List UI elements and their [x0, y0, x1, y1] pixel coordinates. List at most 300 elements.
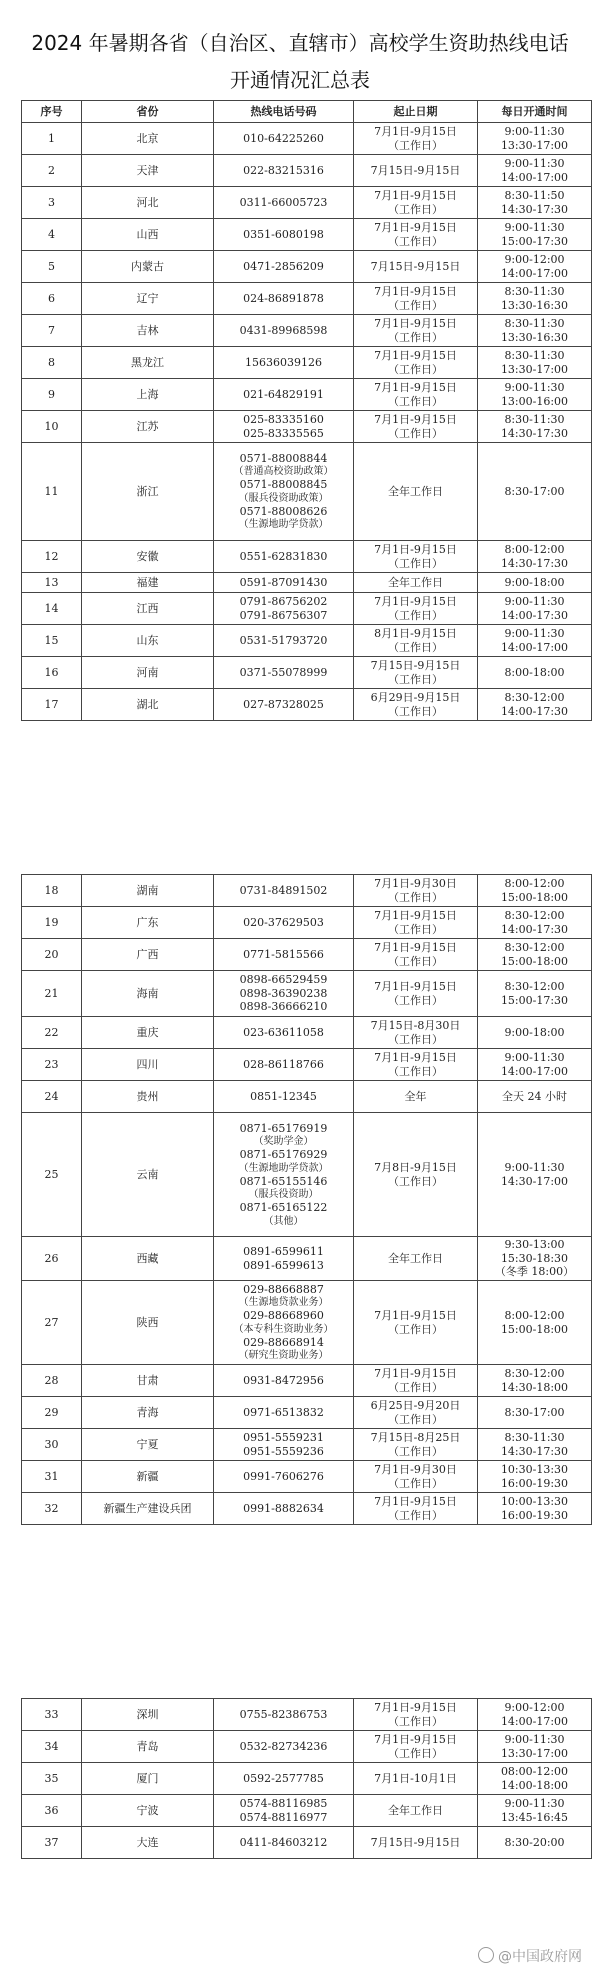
weibo-logo-icon: [478, 1947, 494, 1963]
cell-line: 0898-36390238: [239, 986, 328, 1000]
cell-line: 13:30-17:00: [500, 138, 569, 152]
cell-no: 23: [22, 1049, 82, 1081]
cell-daily-hours: [478, 625, 592, 657]
cell-no: 8: [22, 347, 82, 379]
cell-province: 青海: [82, 1397, 214, 1429]
cell-line: 14:30-18:00: [500, 1380, 569, 1394]
table-row: [22, 1365, 592, 1397]
page-title-line-1: 2024 年暑期各省（自治区、直辖市）高校学生资助热线电话: [31, 31, 569, 55]
cell-no: 20: [22, 939, 82, 971]
cell-line: 0951-5559236: [243, 1444, 324, 1458]
cell-line: 0871-65155146: [239, 1174, 328, 1188]
cell-dates: [354, 1461, 478, 1493]
cell-no: 26: [22, 1237, 82, 1281]
cell-line: 0311-66005723: [239, 195, 328, 209]
cell-daily-hours: [478, 541, 592, 573]
cell-province: 天津: [82, 155, 214, 187]
cell-daily-hours: [478, 939, 592, 971]
cell-phone: [214, 315, 354, 347]
cell-province: 大连: [82, 1827, 214, 1859]
cell-dates: [354, 1017, 478, 1049]
cell-line: 0755-82386753: [239, 1707, 328, 1721]
cell-line: 027-87328025: [243, 697, 324, 711]
cell-line: 14:00-18:00: [500, 1778, 569, 1792]
table-row: [22, 123, 592, 155]
cell-phone: [214, 1731, 354, 1763]
cell-line: 0571-88008845: [239, 478, 328, 492]
table-row: [22, 1429, 592, 1461]
table-header-row: [22, 101, 592, 123]
cell-province: 山东: [82, 625, 214, 657]
cell-line: 8:30-11:30: [504, 349, 565, 362]
cell-note: （服兵役资助）: [248, 1189, 319, 1200]
cell-daily-hours: [478, 219, 592, 251]
cell-line: （工作日）: [388, 330, 443, 344]
cell-phone: [214, 625, 354, 657]
cell-line: （工作日）: [388, 1174, 443, 1188]
table-row: [22, 1281, 592, 1365]
cell-province: 吉林: [82, 315, 214, 347]
cell-line: 9:00-11:30: [504, 1733, 565, 1746]
cell-province: 深圳: [82, 1699, 214, 1731]
table-row: [22, 971, 592, 1017]
cell-line: 0471-2856209: [243, 259, 324, 273]
cell-daily-hours: [478, 187, 592, 219]
cell-line: 7月1日-9月15日: [374, 285, 457, 298]
table-row: [22, 1763, 592, 1795]
cell-province: 宁波: [82, 1795, 214, 1827]
cell-line: 0371-55078999: [239, 665, 328, 679]
cell-line: 0574-88116977: [239, 1810, 328, 1824]
table-row: [22, 625, 592, 657]
cell-dates: [354, 1699, 478, 1731]
cell-line: 13:30-17:00: [500, 362, 569, 376]
cell-line: 13:00-16:00: [500, 394, 569, 408]
cell-line: 010-64225260: [243, 131, 324, 145]
cell-dates: [354, 411, 478, 443]
cell-line: 6月29日-9月15日: [370, 691, 461, 704]
hotline-table-part-1: [21, 100, 592, 721]
cell-line: 0871-65165122: [239, 1201, 328, 1214]
cell-province: 河北: [82, 187, 214, 219]
cell-province: 上海: [82, 379, 214, 411]
cell-no: 28: [22, 1365, 82, 1397]
cell-line: （工作日）: [388, 954, 443, 968]
cell-daily-hours: [478, 1397, 592, 1429]
cell-no: 6: [22, 283, 82, 315]
cell-line: （工作日）: [388, 1412, 443, 1426]
cell-province: 湖南: [82, 875, 214, 907]
cell-phone: [214, 155, 354, 187]
cell-line: 14:00-17:00: [500, 640, 569, 654]
cell-line: 7月1日-9月15日: [374, 1051, 457, 1064]
cell-line: 7月1日-9月15日: [374, 1733, 457, 1746]
cell-daily-hours: [478, 1281, 592, 1365]
cell-line: 7月1日-9月15日: [374, 980, 457, 993]
cell-line: 0791-86756202: [239, 595, 328, 608]
cell-line: （工作日）: [388, 922, 443, 936]
cell-line: 16:00-19:30: [500, 1508, 569, 1522]
cell-daily-hours: [478, 657, 592, 689]
cell-line: 7月1日-9月15日: [374, 543, 457, 556]
cell-line: 13:45-16:45: [500, 1810, 569, 1824]
cell-line: 7月1日-9月30日: [374, 877, 457, 890]
cell-line: 8:30-11:30: [504, 317, 565, 330]
cell-line: 7月1日-9月15日: [374, 125, 457, 138]
cell-line: 8:30-11:30: [504, 1431, 565, 1444]
cell-line: 9:00-11:30: [504, 125, 565, 138]
cell-dates: [354, 1365, 478, 1397]
cell-daily-hours: [478, 379, 592, 411]
cell-line: 022-83215316: [243, 163, 324, 177]
cell-no: 21: [22, 971, 82, 1017]
cell-daily-hours: [478, 971, 592, 1017]
cell-line: 13:30-16:30: [500, 298, 569, 312]
cell-no: 35: [22, 1763, 82, 1795]
cell-phone: [214, 1113, 354, 1237]
cell-daily-hours: [478, 573, 592, 593]
cell-line: 全年工作日: [388, 484, 443, 498]
cell-phone: [214, 1429, 354, 1461]
cell-line: 7月1日-9月15日: [374, 413, 457, 426]
cell-line: 15:00-17:30: [500, 234, 569, 248]
cell-line: 全天 24 小时: [502, 1089, 567, 1103]
cell-line: （工作日）: [388, 556, 443, 570]
cell-line: （工作日）: [388, 1476, 443, 1490]
cell-line: 7月1日-9月15日: [374, 1495, 457, 1508]
cell-line: 9:00-18:00: [504, 575, 565, 589]
cell-daily-hours: [478, 907, 592, 939]
cell-no: 5: [22, 251, 82, 283]
cell-line: 7月1日-9月30日: [374, 1463, 457, 1476]
cell-phone: [214, 1081, 354, 1113]
cell-no: 7: [22, 315, 82, 347]
table-row: [22, 657, 592, 689]
cell-line: 15:00-18:00: [500, 954, 569, 968]
cell-phone: [214, 907, 354, 939]
table-row: [22, 1397, 592, 1429]
cell-line: 7月15日-9月15日: [370, 163, 461, 177]
cell-no: 17: [22, 689, 82, 721]
cell-no: 32: [22, 1493, 82, 1525]
cell-phone: [214, 187, 354, 219]
watermark-text: @中国政府网: [498, 1949, 582, 1965]
cell-line: 7月1日-9月15日: [374, 189, 457, 202]
cell-line: 14:00-17:00: [500, 266, 569, 280]
cell-province: 广西: [82, 939, 214, 971]
cell-phone: [214, 689, 354, 721]
cell-line: 8:00-12:00: [504, 1309, 565, 1322]
cell-line: 13:30-17:00: [500, 1746, 569, 1760]
cell-dates: [354, 443, 478, 541]
cell-no: 12: [22, 541, 82, 573]
cell-phone: [214, 875, 354, 907]
cell-line: （工作日）: [388, 298, 443, 312]
cell-dates: [354, 573, 478, 593]
header-daily-hours: 每日开通时间: [478, 101, 592, 123]
cell-no: 22: [22, 1017, 82, 1049]
cell-line: 14:30-17:30: [500, 1444, 569, 1458]
cell-province: 江苏: [82, 411, 214, 443]
cell-province: 新疆生产建设兵团: [82, 1493, 214, 1525]
cell-phone: [214, 1461, 354, 1493]
cell-line: 8:30-12:00: [504, 1367, 565, 1380]
cell-province: 海南: [82, 971, 214, 1017]
cell-daily-hours: [478, 443, 592, 541]
table-row: [22, 379, 592, 411]
cell-line: 8:30-12:00: [504, 941, 565, 954]
cell-line: 0531-51793720: [239, 633, 328, 647]
cell-line: 13:30-16:30: [500, 330, 569, 344]
cell-line: 029-88668914: [243, 1335, 324, 1349]
table-row: [22, 689, 592, 721]
cell-line: （工作日）: [388, 138, 443, 152]
cell-no: 14: [22, 593, 82, 625]
cell-daily-hours: [478, 1113, 592, 1237]
cell-line: 9:00-11:30: [504, 221, 565, 234]
cell-phone: [214, 379, 354, 411]
cell-dates: [354, 1429, 478, 1461]
cell-note: （其他）: [263, 1215, 304, 1227]
cell-line: 14:00-17:30: [500, 704, 569, 718]
cell-line: （工作日）: [388, 640, 443, 654]
cell-phone: [214, 939, 354, 971]
cell-line: 0898-36666210: [239, 1000, 328, 1014]
cell-no: 31: [22, 1461, 82, 1493]
cell-no: 11: [22, 443, 82, 541]
table-row: [22, 283, 592, 315]
cell-province: 四川: [82, 1049, 214, 1081]
cell-daily-hours: [478, 875, 592, 907]
cell-line: 023-63611058: [243, 1025, 324, 1039]
cell-province: 西藏: [82, 1237, 214, 1281]
cell-line: 7月1日-9月15日: [374, 909, 457, 922]
cell-no: 37: [22, 1827, 82, 1859]
table-row: [22, 1827, 592, 1859]
table-row: [22, 1699, 592, 1731]
cell-line: 8:30-11:50: [504, 189, 565, 202]
cell-phone: [214, 411, 354, 443]
cell-phone: [214, 1049, 354, 1081]
cell-no: 4: [22, 219, 82, 251]
cell-line: 0898-66529459: [239, 973, 328, 987]
cell-line: 7月1日-9月15日: [374, 381, 457, 394]
cell-line: 14:00-17:00: [500, 1714, 569, 1728]
header-province: 省份: [82, 101, 214, 123]
table-row: [22, 939, 592, 971]
cell-dates: [354, 1763, 478, 1795]
cell-line: 0891-6599611: [243, 1245, 324, 1258]
cell-no: 3: [22, 187, 82, 219]
cell-line: 0891-6599613: [243, 1258, 324, 1272]
cell-line: （工作日）: [388, 234, 443, 248]
cell-line: 0851-12345: [250, 1089, 317, 1103]
cell-daily-hours: [478, 1699, 592, 1731]
cell-province: 辽宁: [82, 283, 214, 315]
cell-province: 黑龙江: [82, 347, 214, 379]
cell-line: 14:00-17:30: [500, 922, 569, 936]
cell-dates: [354, 1281, 478, 1365]
cell-line: 7月15日-9月15日: [370, 259, 461, 273]
cell-dates: [354, 907, 478, 939]
cell-no: 10: [22, 411, 82, 443]
cell-line: 0411-84603212: [239, 1835, 328, 1849]
cell-line: （冬季 18:00）: [494, 1265, 575, 1279]
table-row: [22, 907, 592, 939]
cell-line: 9:00-11:30: [504, 595, 565, 608]
cell-no: 2: [22, 155, 82, 187]
cell-line: 10:00-13:30: [500, 1495, 569, 1508]
cell-no: 1: [22, 123, 82, 155]
cell-line: 8:30-20:00: [504, 1835, 565, 1849]
cell-line: 7月1日-9月15日: [374, 595, 457, 608]
cell-phone: [214, 1763, 354, 1795]
cell-note: （生源地贷款业务）: [238, 1297, 329, 1309]
cell-dates: [354, 1397, 478, 1429]
cell-line: 08:00-12:00: [500, 1765, 569, 1778]
header-dates: 起止日期: [354, 101, 478, 123]
cell-line: （工作日）: [388, 1746, 443, 1760]
cell-line: （工作日）: [388, 1444, 443, 1458]
cell-daily-hours: [478, 1429, 592, 1461]
cell-line: 0592-2577785: [243, 1771, 324, 1785]
cell-province: 宁夏: [82, 1429, 214, 1461]
cell-phone: [214, 283, 354, 315]
cell-phone: [214, 971, 354, 1017]
cell-line: 8月1日-9月15日: [374, 627, 457, 640]
cell-line: 全年工作日: [388, 1803, 443, 1817]
cell-daily-hours: [478, 593, 592, 625]
cell-line: 7月1日-9月15日: [374, 221, 457, 234]
table-row: [22, 1493, 592, 1525]
cell-line: 7月8日-9月15日: [374, 1161, 457, 1174]
cell-dates: [354, 875, 478, 907]
cell-line: 8:30-17:00: [504, 1405, 565, 1419]
cell-line: 14:30-17:30: [500, 202, 569, 216]
cell-province: 湖北: [82, 689, 214, 721]
cell-line: 14:00-17:00: [500, 170, 569, 184]
cell-phone: [214, 657, 354, 689]
page-title-line-2: 开通情况汇总表: [230, 68, 370, 92]
cell-line: 0351-6080198: [243, 227, 324, 241]
cell-daily-hours: [478, 1763, 592, 1795]
cell-note: （本专科生资助业务）: [233, 1323, 334, 1335]
cell-line: 9:00-12:00: [504, 1701, 565, 1714]
cell-dates: [354, 219, 478, 251]
cell-no: 33: [22, 1699, 82, 1731]
cell-line: 15:30-18:30: [500, 1251, 569, 1265]
cell-province: 福建: [82, 573, 214, 593]
cell-line: （工作日）: [388, 362, 443, 376]
cell-line: 9:00-11:30: [504, 157, 565, 170]
cell-line: （工作日）: [388, 426, 443, 440]
table-row: [22, 443, 592, 541]
header-phone: 热线电话号码: [214, 101, 354, 123]
cell-province: 北京: [82, 123, 214, 155]
cell-line: 7月1日-10月1日: [374, 1771, 457, 1785]
cell-no: 13: [22, 573, 82, 593]
table-row: [22, 1081, 592, 1113]
cell-note: （普通高校资助政策）: [233, 466, 334, 478]
table-row: [22, 155, 592, 187]
cell-line: 10:30-13:30: [500, 1463, 569, 1476]
cell-daily-hours: [478, 251, 592, 283]
cell-line: （工作日）: [388, 1032, 443, 1046]
table-row: [22, 541, 592, 573]
cell-line: 028-86118766: [243, 1057, 324, 1071]
cell-line: 029-88668960: [243, 1309, 324, 1323]
cell-no: 29: [22, 1397, 82, 1429]
cell-line: （工作日）: [388, 993, 443, 1007]
cell-line: （工作日）: [388, 202, 443, 216]
cell-line: （工作日）: [388, 1064, 443, 1078]
cell-line: 7月1日-9月15日: [374, 1367, 457, 1380]
cell-dates: [354, 187, 478, 219]
cell-line: 9:00-11:30: [504, 627, 565, 640]
cell-phone: [214, 1397, 354, 1429]
cell-line: 0951-5559231: [243, 1431, 324, 1444]
cell-daily-hours: [478, 1795, 592, 1827]
cell-line: 0571-88008626: [239, 504, 328, 518]
cell-daily-hours: [478, 1081, 592, 1113]
cell-no: 36: [22, 1795, 82, 1827]
cell-line: 0574-88116985: [239, 1797, 328, 1810]
cell-no: 15: [22, 625, 82, 657]
cell-dates: [354, 1795, 478, 1827]
cell-line: 全年工作日: [388, 575, 443, 589]
cell-line: 8:30-12:00: [504, 980, 565, 993]
cell-line: （工作日）: [388, 672, 443, 686]
table-row: [22, 1113, 592, 1237]
cell-province: 河南: [82, 657, 214, 689]
cell-no: 25: [22, 1113, 82, 1237]
cell-line: 025-83335565: [243, 426, 324, 440]
table-row: [22, 1731, 592, 1763]
cell-line: 9:00-11:30: [504, 1051, 565, 1064]
cell-province: 厦门: [82, 1763, 214, 1795]
cell-line: 全年工作日: [388, 1251, 443, 1265]
cell-line: 0551-62831830: [239, 549, 328, 563]
cell-no: 24: [22, 1081, 82, 1113]
cell-dates: [354, 379, 478, 411]
table-row: [22, 187, 592, 219]
cell-phone: [214, 1365, 354, 1397]
cell-line: 8:30-12:00: [504, 691, 565, 704]
cell-line: 7月1日-9月15日: [374, 1701, 457, 1714]
cell-daily-hours: [478, 1017, 592, 1049]
cell-line: 9:00-18:00: [504, 1025, 565, 1039]
cell-line: 0991-8882634: [243, 1501, 324, 1515]
cell-dates: [354, 315, 478, 347]
cell-phone: [214, 1795, 354, 1827]
cell-province: 陕西: [82, 1281, 214, 1365]
cell-no: 30: [22, 1429, 82, 1461]
cell-line: （工作日）: [388, 394, 443, 408]
cell-phone: [214, 1827, 354, 1859]
cell-dates: [354, 1237, 478, 1281]
cell-line: （工作日）: [388, 1714, 443, 1728]
cell-line: 8:30-11:30: [504, 413, 565, 426]
cell-daily-hours: [478, 1493, 592, 1525]
cell-line: 7月1日-9月15日: [374, 1309, 457, 1322]
cell-phone: [214, 1493, 354, 1525]
cell-line: 14:30-17:30: [500, 426, 569, 440]
cell-line: 6月25日-9月20日: [370, 1399, 461, 1412]
cell-dates: [354, 689, 478, 721]
cell-dates: [354, 251, 478, 283]
cell-daily-hours: [478, 689, 592, 721]
cell-line: 9:30-13:00: [504, 1238, 565, 1252]
